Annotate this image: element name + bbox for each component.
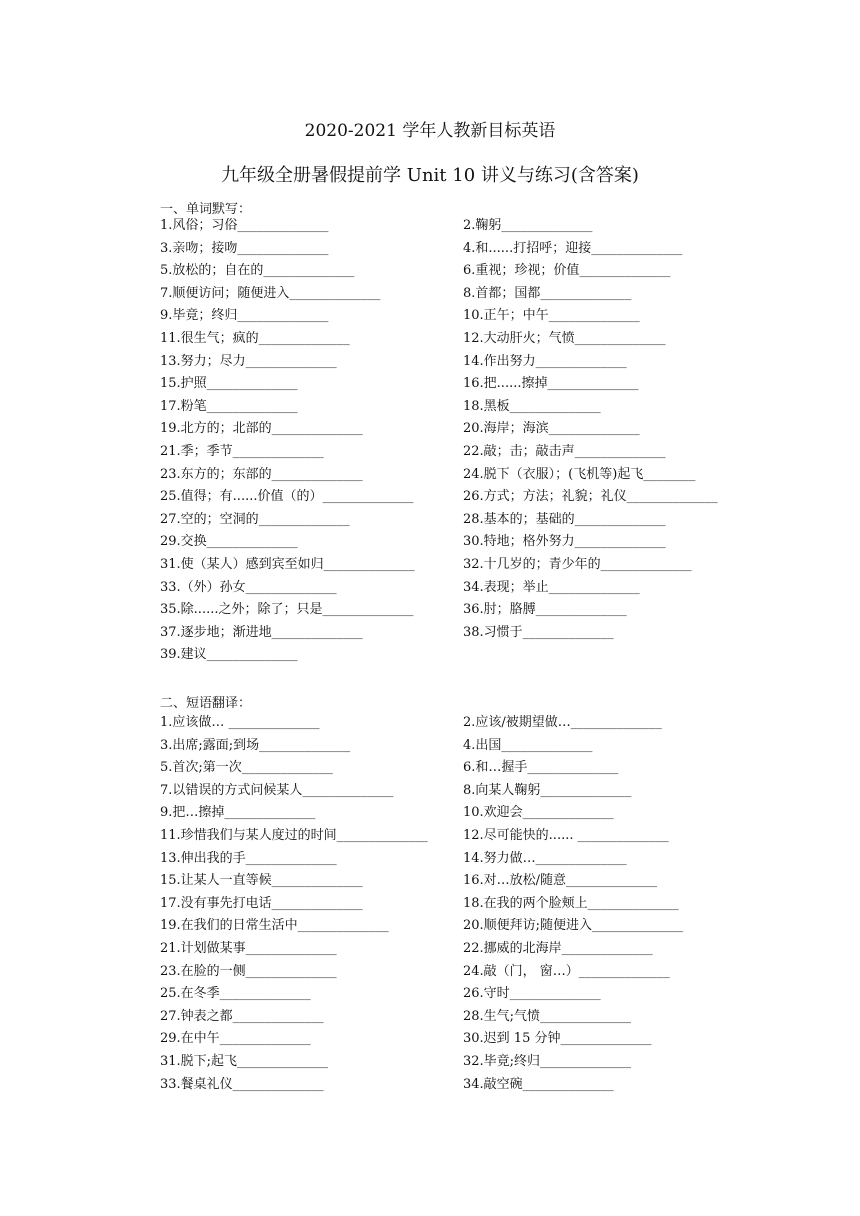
exercise-item: 16.把......擦掉______________ bbox=[463, 376, 639, 392]
exercise-item: 37.逐步地；渐进地______________ bbox=[160, 624, 363, 640]
exercise-item: 6.重视；珍视；价值______________ bbox=[463, 263, 671, 279]
exercise-item: 24.敲（门， 窗…）______________ bbox=[463, 963, 670, 979]
exercise-item: 13.努力；尽力______________ bbox=[160, 353, 337, 369]
exercise-item: 9.把…擦掉______________ bbox=[160, 805, 316, 821]
exercise-item: 15.护照______________ bbox=[160, 376, 298, 392]
exercise-item: 33.餐桌礼仪______________ bbox=[160, 1076, 324, 1092]
exercise-item: 25.值得；有......价值（的）______________ bbox=[160, 489, 414, 505]
exercise-item: 19.北方的；北部的______________ bbox=[160, 421, 363, 437]
exercise-item: 3.出席;露面;到场______________ bbox=[160, 737, 351, 753]
exercise-item: 26.方式；方法；礼貌；礼仪______________ bbox=[463, 489, 718, 505]
exercise-item: 28.基本的；基础的______________ bbox=[463, 511, 666, 527]
exercise-item: 10.正午；中午______________ bbox=[463, 308, 640, 324]
exercise-item: 5.放松的；自在的______________ bbox=[160, 263, 355, 279]
document-subtitle: 九年级全册暑假提前学 Unit 10 讲义与练习(含答案) bbox=[221, 165, 639, 186]
exercise-item: 28.生气;气愤______________ bbox=[463, 1008, 632, 1024]
exercise-item: 2.鞠躬______________ bbox=[463, 218, 593, 233]
exercise-item: 9.毕竟；终归______________ bbox=[160, 308, 329, 324]
exercise-item: 2.应该/被期望做…______________ bbox=[463, 715, 662, 730]
exercise-item: 27.空的；空洞的______________ bbox=[160, 511, 350, 527]
exercise-item: 25.在冬季______________ bbox=[160, 986, 311, 1002]
exercise-item: 12.大动肝火；气愤______________ bbox=[463, 330, 666, 346]
exercise-item: 35.除......之外；除了；只是______________ bbox=[160, 602, 414, 618]
exercise-item: 23.在脸的一侧______________ bbox=[160, 963, 337, 979]
exercise-item: 4.出国______________ bbox=[463, 737, 593, 753]
exercise-item: 8.向某人鞠躬______________ bbox=[463, 782, 632, 798]
exercise-item: 15.让某人一直等候______________ bbox=[160, 873, 363, 889]
exercise-item: 18.在我的两个脸颊上______________ bbox=[463, 895, 679, 911]
exercise-item: 32.毕竟;终归______________ bbox=[463, 1053, 632, 1069]
exercise-item: 31.脱下;起飞______________ bbox=[160, 1053, 329, 1069]
exercise-item: 8.首都；国都______________ bbox=[463, 285, 632, 301]
exercise-item: 29.在中午______________ bbox=[160, 1031, 311, 1047]
exercise-item: 14.努力做…______________ bbox=[463, 850, 627, 866]
exercise-item: 14.作出努力______________ bbox=[463, 353, 627, 369]
exercise-item: 33.（外）孙女______________ bbox=[160, 579, 337, 595]
exercise-item: 13.伸出我的手______________ bbox=[160, 850, 337, 866]
exercise-item: 17.粉笔______________ bbox=[160, 398, 298, 414]
exercise-item: 32.十几岁的；青少年的______________ bbox=[463, 556, 692, 572]
exercise-item: 34.表现；举止______________ bbox=[463, 579, 640, 595]
exercise-item: 36.肘；胳膊______________ bbox=[463, 602, 627, 618]
exercise-item: 26.守时______________ bbox=[463, 986, 601, 1002]
section-heading-phrases: 二、短语翻译： bbox=[160, 696, 252, 711]
exercise-item: 4.和......打招呼；迎接______________ bbox=[463, 240, 683, 256]
exercise-item: 21.计划做某事______________ bbox=[160, 940, 337, 956]
exercise-item: 19.在我们的日常生活中______________ bbox=[160, 918, 389, 934]
exercise-item: 39.建议______________ bbox=[160, 647, 298, 663]
exercise-item: 18.黑板______________ bbox=[463, 398, 601, 414]
vocabulary-exercise-list bbox=[160, 215, 760, 667]
exercise-item: 29.交换______________ bbox=[160, 534, 298, 550]
exercise-item: 22.挪威的北海岸______________ bbox=[463, 940, 653, 956]
exercise-item: 30.迟到 15 分钟______________ bbox=[463, 1031, 652, 1047]
exercise-item: 1.风俗；习俗______________ bbox=[160, 218, 329, 233]
exercise-item: 3.亲吻；接吻______________ bbox=[160, 240, 329, 256]
exercise-item: 23.东方的；东部的______________ bbox=[160, 466, 363, 482]
exercise-item: 10.欢迎会______________ bbox=[463, 805, 614, 821]
exercise-item: 16.对…放松/随意______________ bbox=[463, 873, 658, 889]
exercise-item: 7.以错误的方式问候某人______________ bbox=[160, 782, 394, 798]
exercise-item: 5.首次;第一次______________ bbox=[160, 760, 333, 776]
section-heading-vocabulary: 一、单词默写： bbox=[160, 202, 252, 217]
exercise-item: 11.珍惜我们与某人度过的时间______________ bbox=[160, 827, 428, 843]
exercise-item: 1.应该做… ______________ bbox=[160, 715, 320, 730]
exercise-item: 34.敲空碗______________ bbox=[463, 1076, 614, 1092]
exercise-item: 27.钟表之都______________ bbox=[160, 1008, 324, 1024]
phrase-exercise-list bbox=[160, 712, 760, 1096]
exercise-item: 7.顺便访问；随便进入______________ bbox=[160, 285, 381, 301]
exercise-item: 21.季；季节______________ bbox=[160, 443, 324, 459]
exercise-item: 31.使（某人）感到宾至如归______________ bbox=[160, 556, 415, 572]
exercise-item: 30.特地；格外努力______________ bbox=[463, 534, 666, 550]
exercise-item: 11.很生气；疯的______________ bbox=[160, 330, 350, 346]
exercise-item: 20.海岸；海滨______________ bbox=[463, 421, 640, 437]
exercise-item: 20.顺便拜访;随便进入______________ bbox=[463, 918, 684, 934]
exercise-item: 22.敲；击；敲击声______________ bbox=[463, 443, 666, 459]
exercise-item: 24.脱下（衣服）；(飞机等)起飞________ bbox=[463, 466, 696, 482]
exercise-item: 6.和…握手______________ bbox=[463, 760, 619, 776]
document-title: 2020-2021 学年人教新目标英语 bbox=[304, 121, 556, 141]
exercise-item: 38.习惯于______________ bbox=[463, 624, 614, 640]
exercise-item: 17.没有事先打电话______________ bbox=[160, 895, 363, 911]
exercise-item: 12.尽可能快的...... ______________ bbox=[463, 827, 669, 843]
